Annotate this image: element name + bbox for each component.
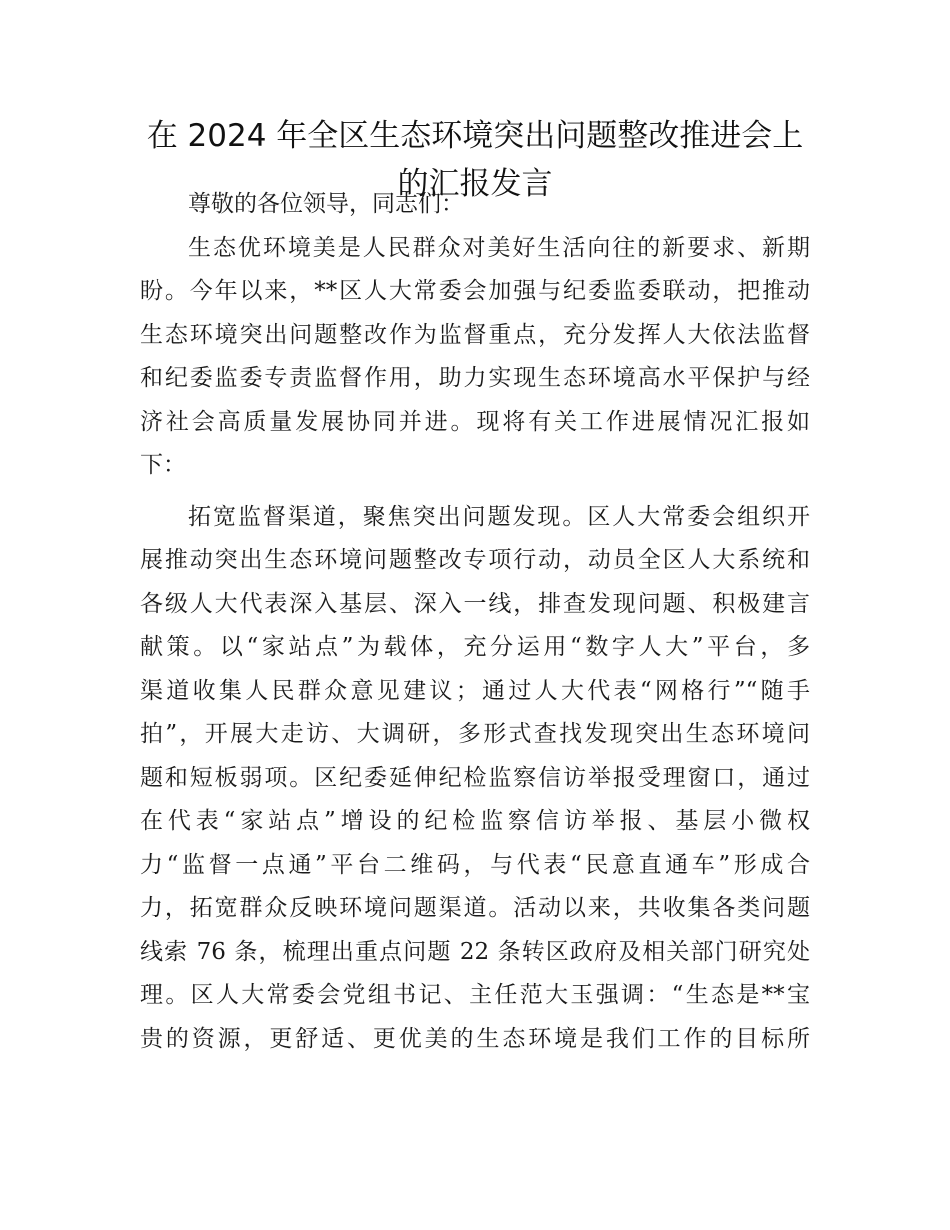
paragraph-line: 渠道收集人民群众意见建议；通过人大代表“网格行”“随手: [140, 677, 810, 704]
paragraph-line: 力“监督一点通”平台二维码，与代表“民意直通车”形成合: [140, 851, 810, 878]
paragraph-line: 展推动突出生态环境问题整改专项行动，动员全区人大系统和: [140, 547, 810, 573]
paragraph-line: 题和短板弱项。区纪委延伸纪检监察信访举报受理窗口，通过: [140, 764, 810, 791]
paragraph-2: [140, 496, 810, 1062]
paragraph-line: 生态优环境美是人民群众对美好生活向往的新要求、新期: [188, 234, 810, 261]
paragraph-line: 盼。今年以来，**区人大常委会加强与纪委监委联动，把推动: [140, 278, 810, 304]
paragraph-line: 和纪委监委专责监督作用，助力实现生态环境高水平保护与经: [140, 365, 810, 391]
paragraph-line: 线索 76 条，梳理出重点问题 22 条转区政府及相关部门研究处: [140, 938, 810, 965]
paragraph-line: 力，拓宽群众反映环境问题渠道。活动以来，共收集各类问题: [140, 895, 810, 921]
paragraph-line: 贵的资源，更舒适、更优美的生态环境是我们工作的目标所: [140, 1025, 810, 1052]
document-body: [140, 183, 810, 1061]
paragraph-line: 在代表“家站点”增设的纪检监察信访举报、基层小微权: [140, 808, 810, 834]
paragraph-1: [140, 227, 810, 488]
paragraph-line: 济社会高质量发展协同并进。现将有关工作进展情况汇报如: [140, 408, 810, 435]
salutation: 尊敬的各位领导，同志们：: [188, 191, 464, 217]
paragraph-line: 献策。以“家站点”为载体，充分运用“数字人大”平台，多: [140, 634, 810, 660]
paragraph-line: 各级人大代表深入基层、深入一线，排查发现问题、积极建言: [140, 590, 810, 617]
title-line: 在 2024 年全区生态环境突出问题整改推进会上: [146, 118, 804, 154]
paragraph-line: 下：: [140, 452, 186, 478]
paragraph-line: 生态环境突出问题整改作为监督重点，充分发挥人大依法监督: [140, 321, 810, 348]
title-line: 的汇报发言: [397, 166, 553, 202]
paragraph-line: 拓宽监督渠道，聚焦突出问题发现。区人大常委会组织开: [188, 503, 810, 530]
paragraph-spacer: [140, 488, 810, 496]
paragraph-line: 拍”，开展大走访、大调研，多形式查找发现突出生态环境问: [140, 721, 810, 747]
paragraph-line: 理。区人大常委会党组书记、主任范大玉强调：“生态是**宝: [140, 982, 810, 1008]
